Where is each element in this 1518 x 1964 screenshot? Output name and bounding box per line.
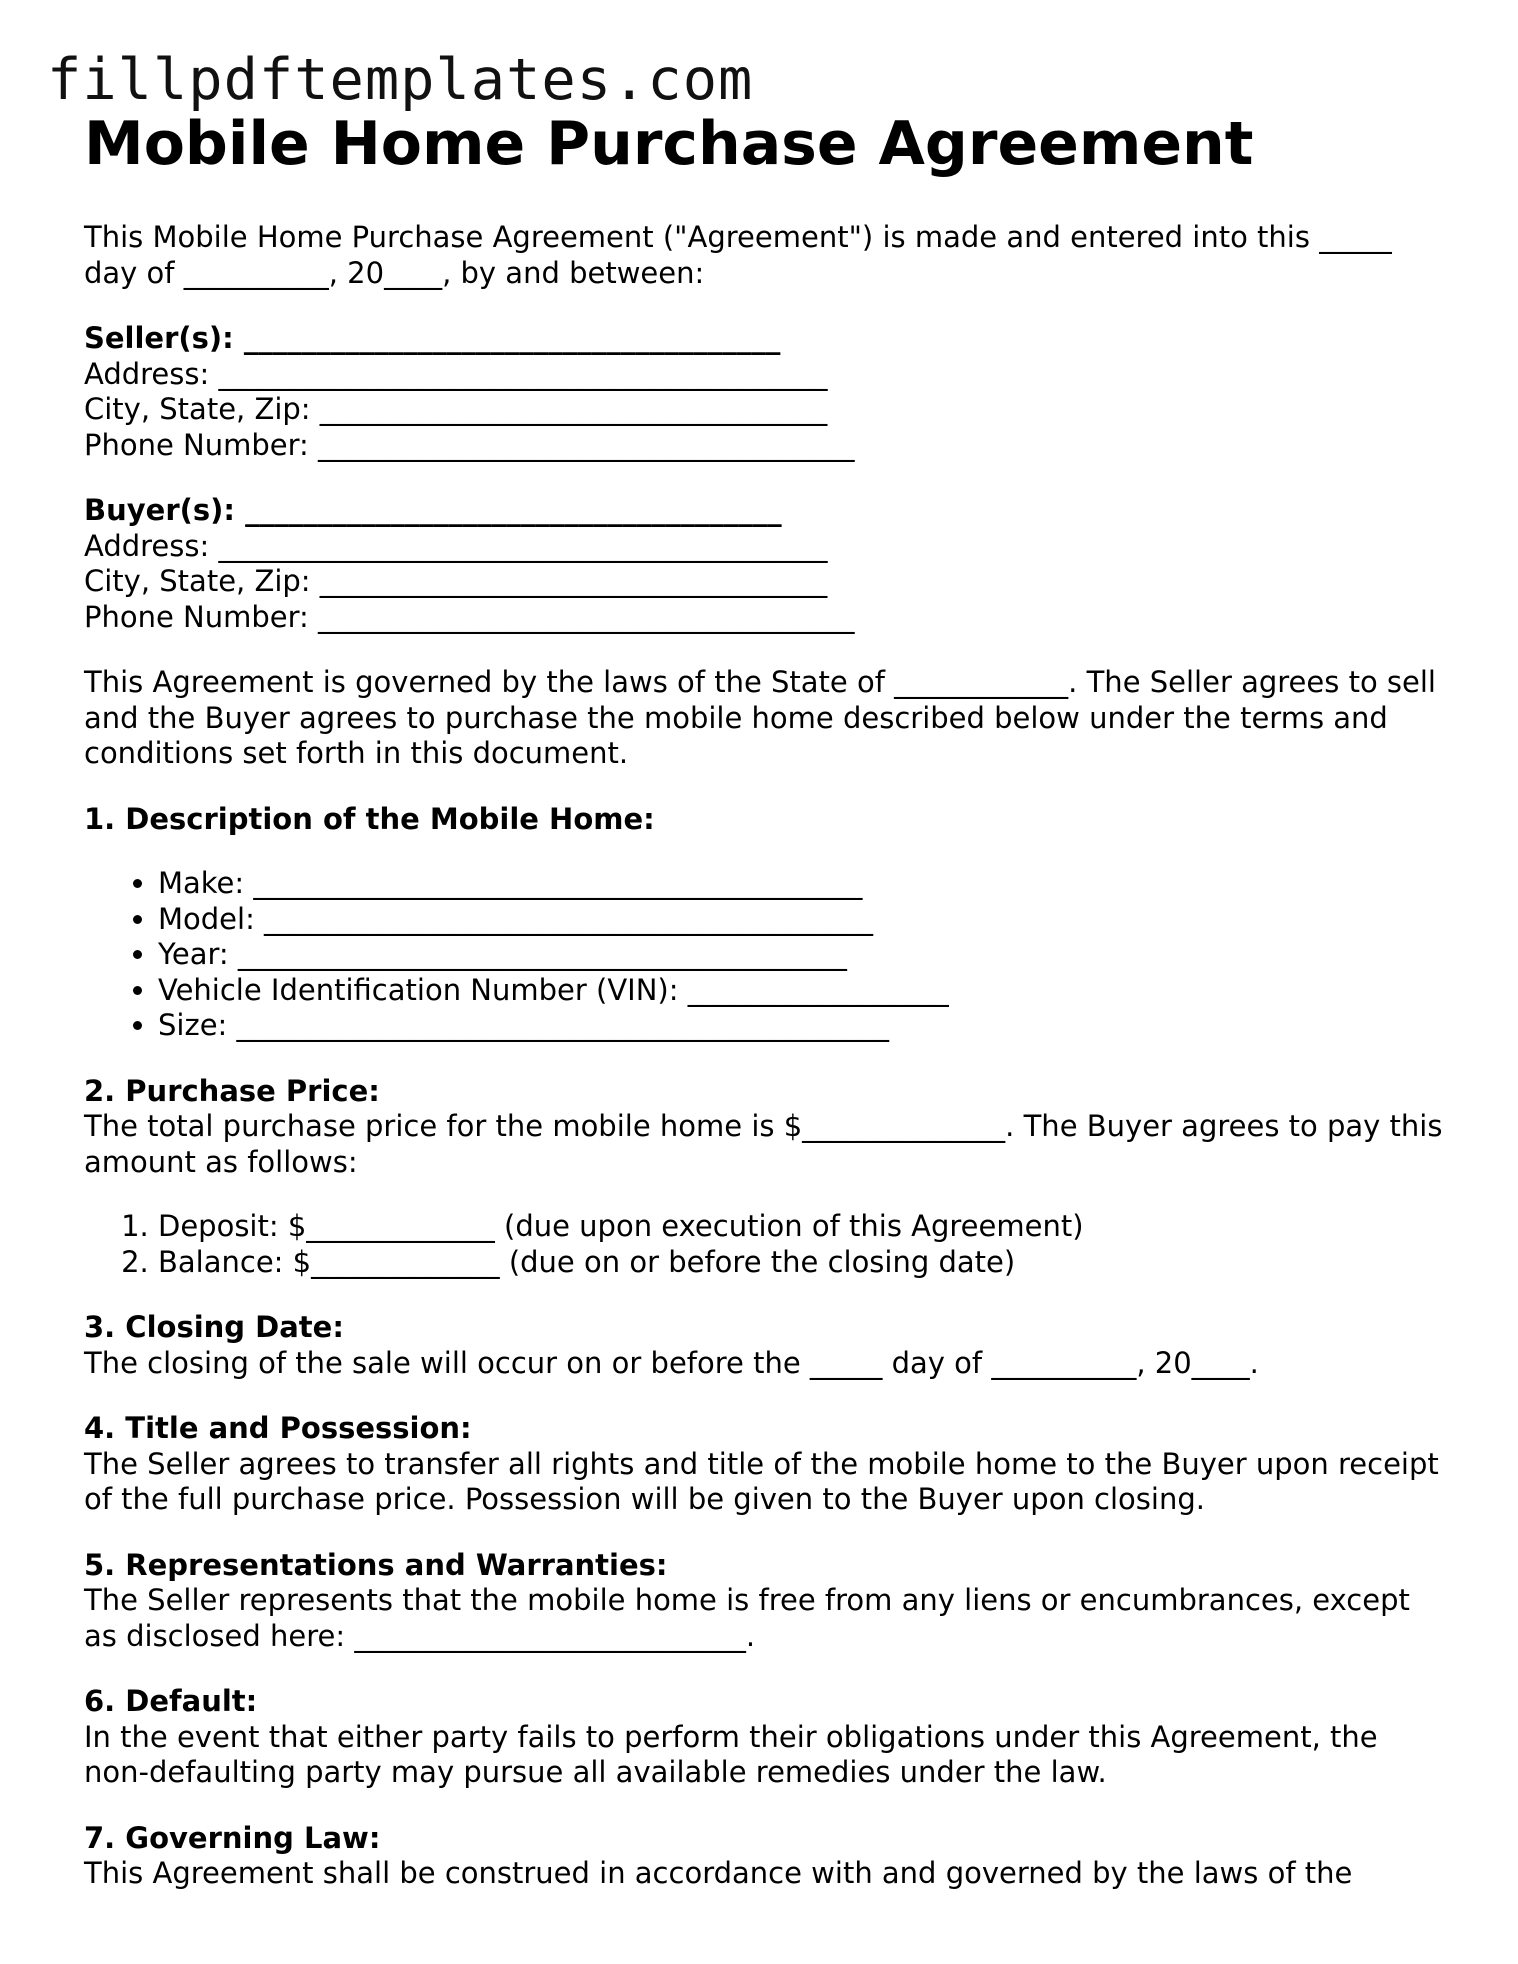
seller-city-field[interactable]: City, State, Zip: ___________________________________ [84,392,828,426]
title-paragraph: The Seller agrees to transfer all rights and title of the mobile home to the Buyer upon receipt of the full purchase price. Possession will be given to the Buyer upon closing. [84,1446,1439,1516]
section-heading: 2. Purchase Price: [84,1073,380,1108]
balance-field[interactable]: 2. Balance: $_____________ (due on or before the closing date) [158,1245,1444,1281]
seller-block [84,321,1444,463]
default-paragraph: In the event that either party fails to perform their obligations under this Agreement, the non-defaulting party may pursue all available remedies under the law. [84,1719,1378,1789]
section-description [84,802,1444,1044]
section-heading: 4. Title and Possession: [84,1411,472,1445]
section-heading: 7. Governing Law: [84,1820,381,1855]
section-warranties [84,1548,1444,1655]
vin-field[interactable]: • Vehicle Identification Number (VIN): __________________ [158,973,1444,1009]
warranties-paragraph: The Seller represents that the mobile home is free from any liens or encumbrances, except as disclosed here: ___________________________. [84,1583,1410,1653]
buyer-phone-field[interactable]: Phone Number: _____________________________________ [84,599,855,634]
buyer-name-field[interactable]: Buyer(s): _____________________________________ [84,493,782,527]
payment-list [84,1209,1444,1280]
governing-intro-paragraph: This Agreement is governed by the laws of the State of ____________. The Seller agrees to sell and the Buyer agrees to purchase the mobile home described below under the terms and conditions set forth in this document. [84,665,1436,770]
model-field[interactable]: • Model: __________________________________________ [158,902,1444,938]
law-paragraph: This Agreement shall be construed in accordance with and governed by the laws of the [84,1856,1353,1890]
section-heading: 6. Default: [84,1684,258,1718]
description-list [84,866,1444,1044]
section-price [84,1074,1444,1281]
price-paragraph: The total purchase price for the mobile home is $______________. The Buyer agrees to pay this amount as follows: [84,1109,1443,1179]
section-heading: 5. Representations and Warranties: [84,1547,668,1582]
section-title-possession [84,1411,1444,1518]
deposit-field[interactable]: 1. Deposit: $_____________ (due upon execution of this Agreement) [158,1209,1444,1245]
seller-address-field[interactable]: Address: __________________________________________ [84,356,828,391]
size-field[interactable]: • Size: _____________________________________________ [158,1008,1444,1044]
year-field[interactable]: • Year: __________________________________________ [158,937,1444,973]
buyer-address-field[interactable]: Address: __________________________________________ [84,528,828,563]
section-heading: 3. Closing Date: [84,1310,344,1344]
document-title: Mobile Home Purchase Agreement [84,109,1254,179]
make-field[interactable]: • Make: __________________________________________ [158,866,1444,902]
watermark: fillpdftemplates.com [47,47,754,113]
seller-phone-field[interactable]: Phone Number: _____________________________________ [84,427,855,462]
section-heading: 1. Description of the Mobile Home: [84,801,655,836]
document-content [84,108,1444,1892]
buyer-city-field[interactable]: City, State, Zip: ___________________________________ [84,564,828,598]
closing-paragraph: The closing of the sale will occur on or before the _____ day of __________, 20____. [84,1345,1259,1380]
section-closing [84,1310,1444,1381]
seller-name-field[interactable]: Seller(s): _____________________________________ [84,321,781,355]
section-governing-law [84,1821,1444,1892]
intro-paragraph: This Mobile Home Purchase Agreement ("Agreement") is made and entered into this _____ day of __________, 20____, by and between: [84,220,1392,290]
buyer-block [84,493,1444,635]
section-default [84,1684,1444,1791]
